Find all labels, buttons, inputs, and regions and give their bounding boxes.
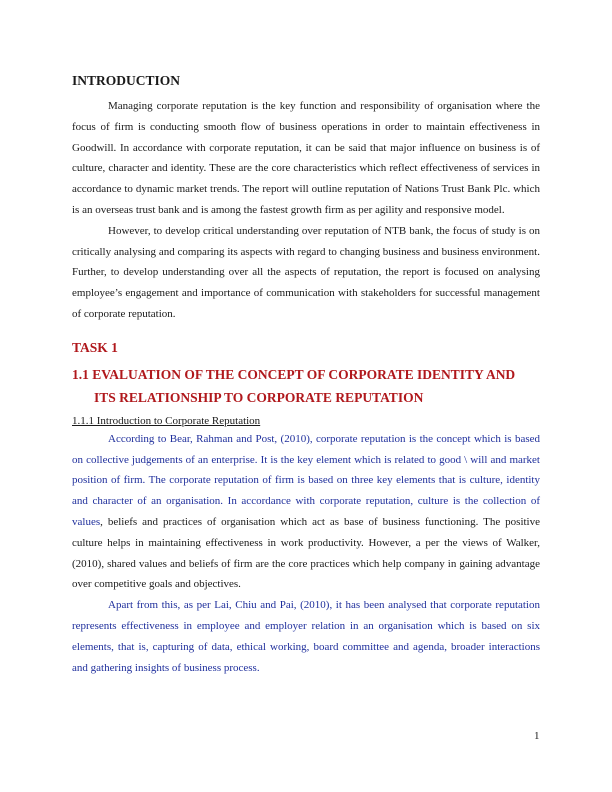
introduction-paragraph-1: Managing corporate reputation is the key function and responsibility of organisation where the focus of firm is conducting smooth flow of business operations in order to maintain effectiveness in Goodwill. In accordance with corporate reputation, it can be said that major influence on business is of culture, character and identity. These are the core characteristics which reflect effectiveness of services in accordance to dynamic market trends. The report will outline reputation of Nations Trust Bank Plc. which is an overseas trust bank and is among the fastest growth firm as per agility and responsive model. — [72, 100, 540, 216]
task-paragraph-1-highlight: According to Bear, Rahman and Post, (2010), corporate reputation is the concept which is based on collective judgements of an enterprise. It is the key element which is related to good \ will and market position of firm. The corporate reputation of firm is based on three key elements that is culture, identity and character of an organisation. In accordance with corporate reputation, culture is the collection of values — [72, 432, 540, 528]
task-heading: TASK 1 — [72, 339, 118, 355]
document-page — [72, 72, 540, 678]
introduction-heading: INTRODUCTION — [72, 73, 181, 88]
section-heading: 1.1 EVALUATION OF THE CONCEPT OF CORPORATE IDENTITY AND ITS RELATIONSHIP TO CORPORATE REPUTATION — [72, 366, 516, 405]
subsection-heading: 1.1.1 Introduction to Corporate Reputation — [72, 414, 261, 427]
introduction-paragraph-2: However, to develop critical understanding over reputation of NTB bank, the focus of study is on critically analysing and comparing its aspects with regard to changing business and business environment. Further, to develop understanding over all the aspects of reputation, the report is focused on analysing employee’s engagement and importance of communication with stakeholders for successful management of corporate reputation. — [72, 224, 540, 320]
task-paragraph-1-rest: , beliefs and practices of organisation which act as base of business functioning. The positive culture helps in maintaining effectiveness in work productivity. However, a per the views of Walker, (2010), shared values and beliefs of firm are the core practices which help company in gaining advantage over competitive goals and objectives. — [72, 515, 540, 591]
task-paragraph-1 — [72, 429, 540, 595]
task-paragraph-2: Apart from this, as per Lai, Chiu and Pai, (2010), it has been analysed that corporate reputation represents effectiveness in employee and employer relation in an organisation which is based on six elements, that is, capturing of data, ethical working, board committee and agenda, broader interactions and gathering insights of business process. — [72, 599, 540, 674]
page-number: 1 — [534, 730, 540, 742]
